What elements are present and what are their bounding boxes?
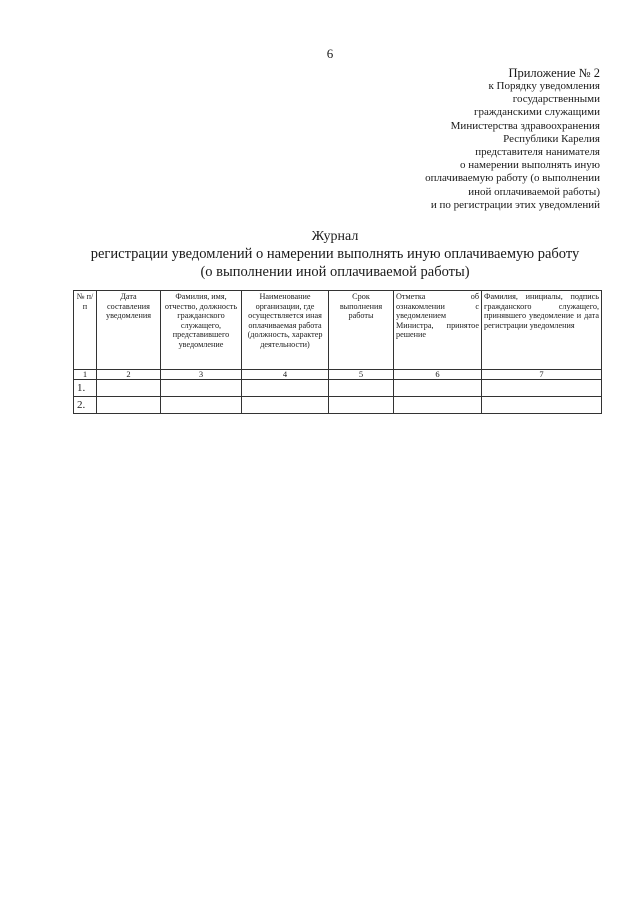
table-cell — [329, 397, 394, 414]
appendix-line: Министерства здравоохранения — [450, 119, 600, 132]
appendix-line: Республики Карелия — [503, 132, 600, 145]
appendix-line: представителя нанимателя — [475, 146, 600, 159]
table-cell — [329, 380, 394, 397]
column-header: Срок выполнения работы — [329, 291, 394, 370]
table-row — [74, 380, 602, 397]
title-line: Журнал — [311, 229, 359, 244]
column-number: 4 — [242, 370, 329, 380]
appendix-line: государственными — [512, 93, 600, 106]
column-number-row — [74, 370, 602, 380]
appendix-line: оплачиваемую работу (о выполнении — [425, 172, 600, 185]
journal-table — [73, 290, 602, 414]
column-number: 6 — [394, 370, 482, 380]
appendix-line: о намерении выполнять иную — [460, 159, 600, 172]
table-cell — [161, 397, 242, 414]
row-number: 1. — [74, 380, 97, 397]
appendix-line: иной оплачиваемой работы) — [468, 185, 600, 198]
column-number: 1 — [74, 370, 97, 380]
table-cell — [394, 380, 482, 397]
column-number: 3 — [161, 370, 242, 380]
table-cell — [482, 397, 602, 414]
appendix-line: и по регистрации этих уведомлений — [430, 198, 600, 211]
row-number: 2. — [74, 397, 97, 414]
table-cell — [394, 397, 482, 414]
column-header: Фамилия, имя, отчество, должность гражданского служащего, представившего уведомление — [161, 291, 242, 370]
table-row — [74, 397, 602, 414]
appendix-line: гражданскими служащими — [474, 106, 600, 119]
column-header: Наименование организации, где осуществляется иная оплачиваемая работа (должность, характер деятельности) — [242, 291, 329, 370]
table-cell — [482, 380, 602, 397]
table-cell — [161, 380, 242, 397]
column-number: 7 — [482, 370, 602, 380]
table-cell — [242, 380, 329, 397]
column-header: Фамилия, инициалы, подпись гражданского служащего, принявшего уведомление и дата регистрации уведомления — [482, 291, 602, 370]
column-header: № п/п — [74, 291, 97, 370]
table-cell — [242, 397, 329, 414]
column-header: Отметка об ознакомлении с уведомлением Министра, принятое решение — [394, 291, 482, 370]
page-number: 6 — [326, 46, 334, 61]
appendix-line: Приложение № 2 — [508, 66, 600, 80]
table-cell — [97, 380, 161, 397]
column-header: Дата составления уведомления — [97, 291, 161, 370]
column-number: 5 — [329, 370, 394, 380]
title-line: (о выполнении иной оплачиваемой работы) — [200, 264, 470, 280]
column-number: 2 — [97, 370, 161, 380]
table-header-row — [74, 291, 602, 370]
table-cell — [97, 397, 161, 414]
document-title — [40, 228, 630, 281]
title-line: регистрации уведомлений о намерении выполнять иную оплачиваемую работу — [90, 246, 580, 262]
appendix-heading — [340, 66, 600, 212]
appendix-line: к Порядку уведомления — [488, 80, 600, 92]
